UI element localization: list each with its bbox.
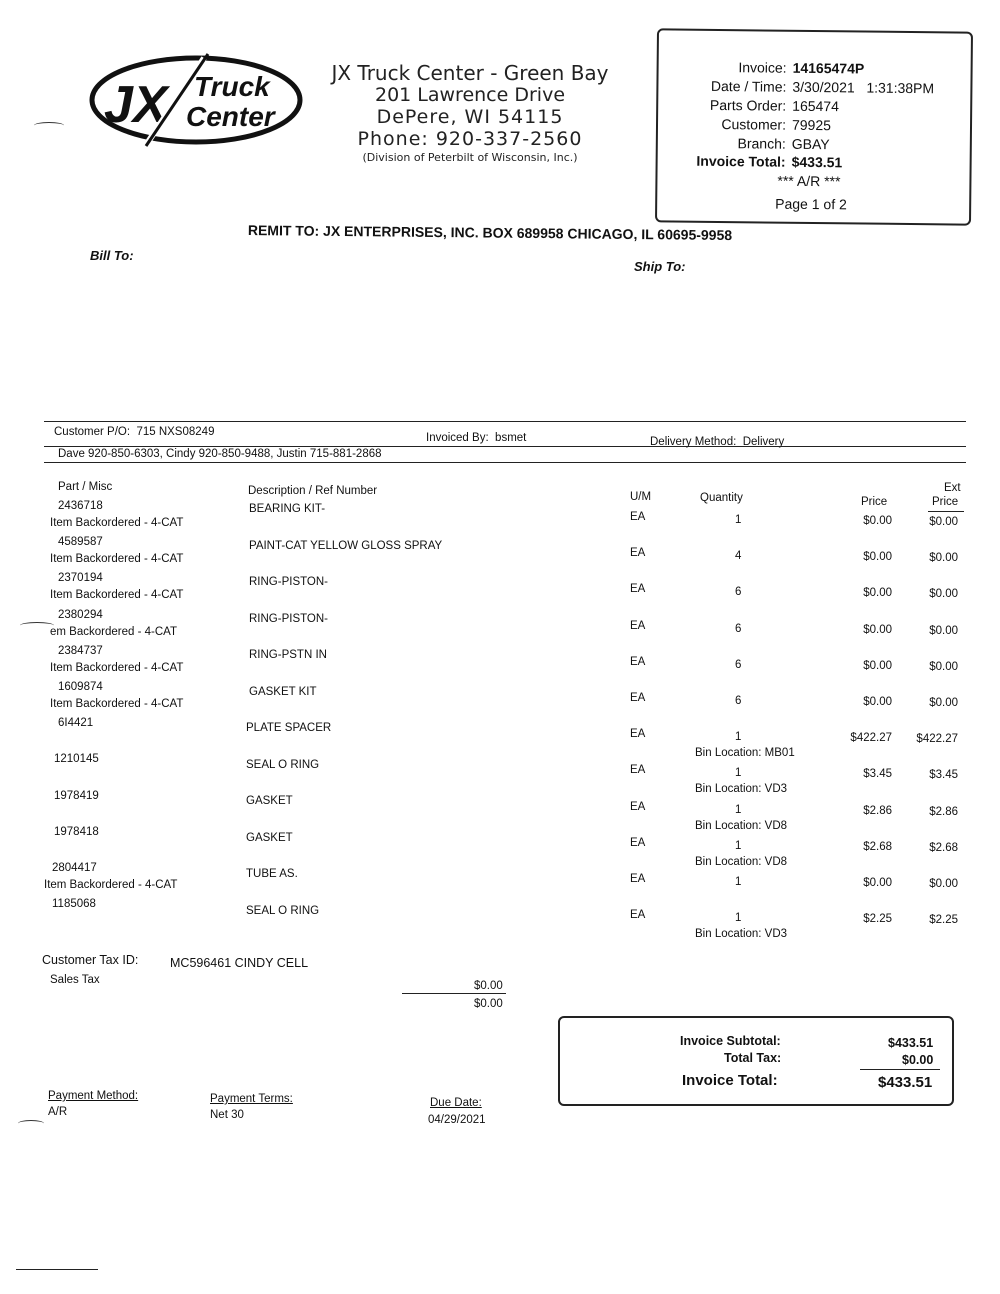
item-quantity: 1 [735,767,742,780]
datetime-label: Date / Time: [710,77,787,95]
remit-to: REMIT TO: JX ENTERPRISES, INC. BOX 689958 CHICAGO, IL 60695-9958 [247,222,733,244]
item-price: $0.00 [863,587,892,600]
invoice-label: Invoice: [738,59,787,76]
invoiced-by: Invoiced By: bsmet [426,432,527,444]
due-date-value: 04/29/2021 [428,1114,486,1126]
invoice-number-row [659,58,865,76]
item-price: $3.45 [863,768,892,781]
item-description: GASKET [246,831,293,844]
item-description: GASKET KIT [249,685,317,698]
item-description: RING-PISTON- [249,612,329,625]
item-bin-location: Bin Location: VD8 [695,819,788,832]
item-price: $0.00 [863,696,892,708]
header-description: Description / Ref Number [248,485,378,497]
customer-number: 79925 [791,116,832,134]
item-price: $2.25 [863,913,892,926]
item-description: SEAL O RING [246,904,320,917]
item-description: RING-PISTON- [249,576,329,588]
divider [44,446,966,447]
company-division: (Division of Peterbilt of Wisconsin, Inc.) [362,151,578,164]
scan-mark [20,622,54,629]
item-um: EA [630,800,646,813]
item-bin-location: Bin Location: VD8 [695,855,788,868]
total-tax-label: Total Tax: [724,1051,782,1065]
item-description: RING-PSTN IN [249,649,327,661]
divider [860,1069,940,1070]
invoice-total-value: $433.51 [791,153,843,171]
item-part-number: 2380294 [58,608,103,621]
subtotal-value: $433.51 [888,1036,934,1050]
divider [928,511,964,512]
item-um: EA [630,511,646,523]
scan-mark [18,1120,44,1127]
item-price: $2.86 [863,804,892,817]
item-quantity: 6 [735,586,742,599]
item-quantity: 1 [735,839,742,852]
item-um: EA [630,909,646,922]
scan-mark [16,1269,98,1270]
item-part-number: 1210145 [54,753,99,766]
item-ext-price: $0.00 [929,878,958,890]
item-um: EA [630,764,646,777]
item-quantity: 1 [735,912,742,925]
item-part-number: 2436718 [58,500,103,512]
payment-terms-label: Payment Terms: [210,1093,293,1105]
item-description: BEARING KIT- [249,503,326,515]
invoice-total-value: $433.51 [878,1074,933,1091]
scan-mark [34,122,64,129]
header-quantity: Quantity [700,492,743,504]
invoice-date: 3/30/2021 [792,78,855,96]
bill-to-label: Bill To: [90,248,134,263]
company-address: 201 Lawrence Drive [374,84,566,106]
item-quantity: 1 [735,731,742,744]
invoice-total-row [658,152,843,170]
item-um: EA [630,873,646,885]
customer-label: Customer: [721,116,787,133]
payment-method-value: A/R [48,1106,68,1118]
total-tax-value: $0.00 [902,1053,934,1067]
item-note: Item Backordered - 4-CAT [50,589,184,602]
header-um: U/M [630,491,652,503]
item-part-number: 1978419 [54,789,99,802]
logo-text-truck: Truck [194,71,270,102]
item-um: EA [630,692,646,704]
item-price: $0.00 [863,551,892,564]
item-um: EA [630,619,646,632]
header-price: Price [861,496,888,508]
item-part-number: 2370194 [58,572,103,585]
item-bin-location: Bin Location: VD3 [695,928,788,941]
branch-row [658,134,830,152]
customer-po: Customer P/O: 715 NXS08249 [54,426,215,438]
item-price: $2.68 [863,840,892,853]
invoice-number: 14165474P [792,59,865,77]
item-um: EA [630,655,646,668]
item-description: SEAL O RING [246,758,320,771]
invoice-total-label: Invoice Total: [682,1072,778,1089]
sales-tax-label: Sales Tax [50,974,100,986]
company-logo [86,50,306,150]
item-description: GASKET [246,795,293,807]
divider [44,462,966,463]
item-um: EA [630,836,646,849]
item-note: Item Backordered - 4-CAT [50,698,184,710]
item-ext-price: $0.00 [929,588,958,601]
parts-order-number: 165474 [792,97,840,115]
item-ext-price: $0.00 [929,660,958,673]
subtotal-label: Invoice Subtotal: [680,1034,781,1048]
item-quantity: 1 [735,876,742,888]
item-ext-price: $0.00 [929,697,958,709]
tax-id-value: MC596461 CINDY CELL [170,956,309,970]
header-ext-price: Price [932,496,959,508]
item-ext-price: $0.00 [929,624,958,637]
company-city: DePere, WI 54115 [376,106,564,128]
item-description: PAINT-CAT YELLOW GLOSS SPRAY [249,539,443,552]
parts-order-row [658,96,839,114]
item-quantity: 6 [735,658,742,671]
item-ext-price: $2.86 [929,805,958,818]
ship-to-label: Ship To: [634,259,686,274]
header-ext: Ext [944,482,961,494]
item-um: EA [630,583,646,596]
item-part-number: 2804417 [52,862,97,874]
item-quantity: 1 [735,803,742,816]
company-name: JX Truck Center - Green Bay [331,61,609,85]
branch-value: GBAY [791,135,830,153]
item-bin-location: Bin Location: MB01 [695,747,795,760]
item-note: Item Backordered - 4-CAT [44,879,178,891]
item-note: Item Backordered - 4-CAT [50,553,184,566]
item-price: $0.00 [863,515,892,527]
item-description: TUBE AS. [246,868,298,880]
payment-method-label: Payment Method: [48,1090,139,1102]
divider [402,993,506,994]
item-ext-price: $2.25 [929,914,958,927]
item-part-number: 4589587 [58,536,103,549]
due-date-label: Due Date: [430,1097,482,1109]
item-price: $422.27 [850,732,892,745]
page-indicator: Page 1 of 2 [775,195,847,213]
item-part-number: 2384737 [58,644,103,657]
item-price: $0.00 [863,623,892,636]
item-note: em Backordered - 4-CAT [50,625,177,638]
item-um: EA [630,728,646,741]
item-ext-price: $0.00 [929,516,958,528]
tax-id-label: Customer Tax ID: [42,953,139,967]
item-quantity: 1 [735,514,742,526]
ar-note: *** A/R *** [777,172,841,190]
logo-text-center: Center [186,101,275,132]
item-part-number: 1978418 [54,825,99,838]
item-bin-location: Bin Location: VD3 [695,783,788,796]
item-part-number: 1609874 [58,681,103,693]
item-part-number: 6I4421 [58,717,94,730]
parts-order-label: Parts Order: [709,96,787,114]
company-info [320,62,620,166]
item-quantity: 4 [735,550,742,563]
invoice-summary-box [655,28,973,225]
totals-box [558,1016,954,1106]
item-ext-price: $0.00 [929,552,958,565]
item-ext-price: $3.45 [929,769,958,782]
item-price: $0.00 [863,659,892,672]
item-note: Item Backordered - 4-CAT [50,517,184,529]
delivery-method: Delivery Method: Delivery [650,436,785,448]
item-ext-price: $2.68 [929,841,958,854]
item-price: $0.00 [863,877,892,889]
item-um: EA [630,547,646,560]
item-quantity: 6 [735,695,742,707]
payment-terms-value: Net 30 [210,1109,244,1121]
contacts: Dave 920-850-6303, Cindy 920-850-9488, Justin 715-881-2868 [58,448,382,460]
customer-row [658,115,831,133]
invoice-total-label: Invoice Total: [696,152,786,170]
company-phone: Phone: 920-337-2560 [357,128,583,150]
logo-letters: JX [104,76,168,134]
item-part-number: 1185068 [52,898,96,911]
header-part: Part / Misc [58,481,113,493]
item-ext-price: $422.27 [916,733,958,746]
sales-tax-value: $0.00 [474,980,503,992]
item-quantity: 6 [735,622,742,635]
branch-label: Branch: [737,135,786,152]
sales-tax-total: $0.00 [474,998,503,1010]
item-description: PLATE SPACER [246,722,332,734]
invoice-time: 1:31:38PM [866,79,935,97]
divider [44,421,966,422]
item-note: Item Backordered - 4-CAT [50,661,184,674]
datetime-row [658,77,934,96]
